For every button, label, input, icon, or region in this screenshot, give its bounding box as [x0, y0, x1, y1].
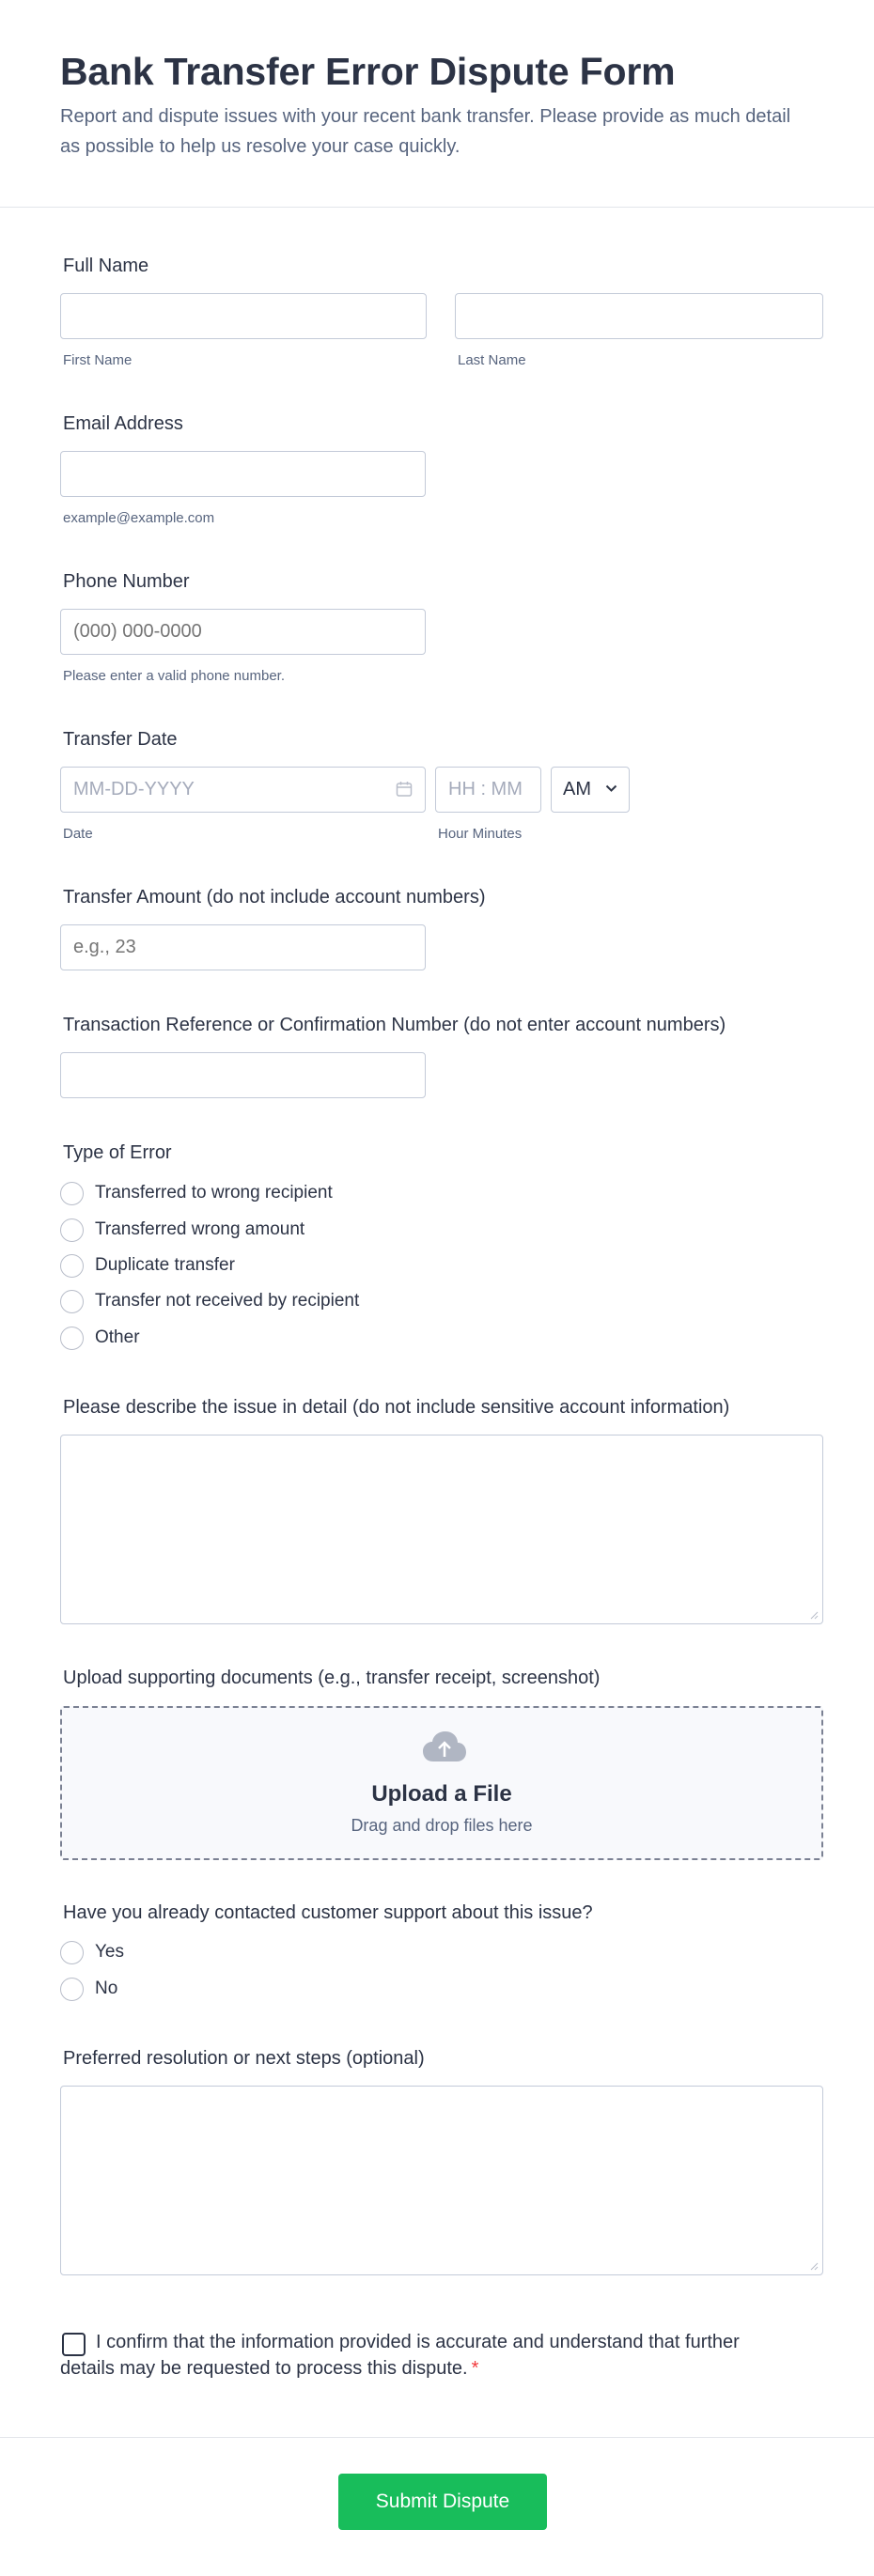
details-label: Please describe the issue in detail (do not include sensitive account information): [63, 1397, 730, 1418]
radio-label: Transfer not received by recipient: [95, 1291, 360, 1311]
date-input[interactable]: [60, 767, 426, 813]
reference-label: Transaction Reference or Confirmation Number (do not enter account numbers): [63, 1015, 726, 1035]
ampm-select[interactable]: [551, 767, 630, 813]
radio-label: Transferred to wrong recipient: [95, 1183, 333, 1203]
submit-dispute-button[interactable]: Submit Dispute: [338, 2474, 547, 2530]
last-name-input[interactable]: [455, 293, 823, 339]
radio-button[interactable]: [60, 1254, 84, 1278]
resolution-label: Preferred resolution or next steps (optional): [63, 2048, 425, 2069]
error-option-other[interactable]: [60, 1324, 140, 1352]
consent-text-block: [60, 2329, 756, 2382]
support-contacted-label: Have you already contacted customer support about this issue?: [63, 1902, 593, 1923]
time-sublabel: Hour Minutes: [438, 826, 523, 842]
email-label: Email Address: [63, 413, 183, 434]
amount-label: Transfer Amount (do not include account numbers): [63, 887, 486, 908]
error-type-label: Type of Error: [63, 1142, 172, 1163]
full-name-label: Full Name: [63, 256, 149, 276]
calendar-icon[interactable]: [396, 781, 413, 798]
radio-button[interactable]: [60, 1941, 84, 1964]
date-placeholder: MM-DD-YYYY: [73, 779, 195, 799]
transfer-date-label: Transfer Date: [63, 729, 178, 750]
reference-input[interactable]: [60, 1052, 426, 1098]
radio-button[interactable]: [60, 1218, 84, 1242]
error-option-duplicate[interactable]: [60, 1251, 235, 1280]
email-input[interactable]: [60, 451, 426, 497]
radio-button[interactable]: [60, 1182, 84, 1205]
error-option-wrong-amount[interactable]: [60, 1216, 304, 1244]
chevron-down-icon: [605, 784, 617, 793]
first-name-input[interactable]: [60, 293, 427, 339]
upload-dropzone[interactable]: [60, 1706, 823, 1860]
radio-label: Other: [95, 1327, 140, 1347]
footer-divider: [0, 2437, 874, 2438]
email-sublabel: example@example.com: [63, 510, 215, 526]
form-title: Bank Transfer Error Dispute Form: [60, 50, 676, 93]
required-mark: *: [471, 2358, 479, 2379]
error-option-wrong-recipient[interactable]: [60, 1179, 333, 1207]
radio-button[interactable]: [60, 1978, 84, 2001]
time-placeholder: HH : MM: [448, 779, 523, 799]
details-textarea[interactable]: [60, 1435, 823, 1624]
last-name-sublabel: Last Name: [458, 352, 526, 368]
radio-button[interactable]: [60, 1327, 84, 1350]
support-option-no[interactable]: [60, 1975, 117, 2003]
form-description: Report and dispute issues with your recent bank transfer. Please provide as much detail as possible to help us resolve your case quickly.: [60, 106, 791, 157]
ampm-value: AM: [563, 779, 591, 799]
upload-label: Upload supporting documents (e.g., transfer receipt, screenshot): [63, 1668, 601, 1688]
time-input[interactable]: [435, 767, 541, 813]
date-sublabel: Date: [63, 826, 93, 842]
radio-label: No: [95, 1979, 118, 1998]
phone-sublabel: Please enter a valid phone number.: [63, 668, 285, 684]
radio-label: Transferred wrong amount: [95, 1219, 305, 1239]
error-option-not-received[interactable]: [60, 1287, 359, 1315]
phone-label: Phone Number: [63, 571, 190, 592]
form-header: [0, 0, 874, 208]
radio-button[interactable]: [60, 1290, 84, 1313]
consent-text: I confirm that the information provided is accurate and understand that further details may be requested to process this dispute.: [60, 2332, 740, 2379]
resize-grip-icon[interactable]: [810, 1611, 819, 1620]
resolution-textarea[interactable]: [60, 2086, 823, 2275]
upload-title: Upload a File: [371, 1781, 512, 1807]
radio-label: Duplicate transfer: [95, 1255, 235, 1275]
radio-label: Yes: [95, 1942, 124, 1962]
cloud-upload-icon: [422, 1730, 467, 1762]
first-name-sublabel: First Name: [63, 352, 133, 368]
amount-input[interactable]: [60, 924, 426, 970]
resize-grip-icon[interactable]: [810, 2262, 819, 2271]
phone-input[interactable]: [60, 609, 426, 655]
support-option-yes[interactable]: [60, 1938, 124, 1966]
upload-hint: Drag and drop files here: [351, 1816, 533, 1835]
